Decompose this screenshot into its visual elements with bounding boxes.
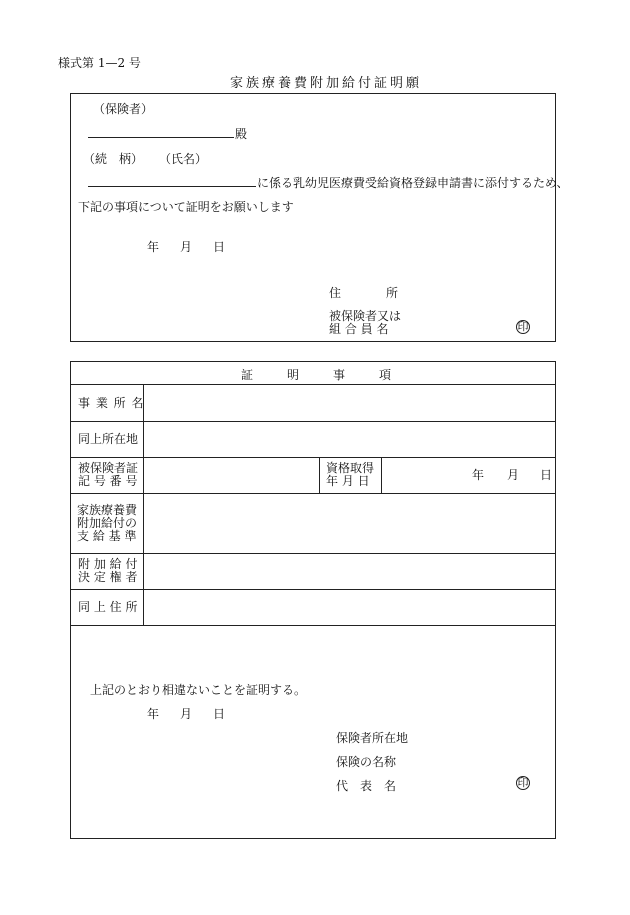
certificate-heading-3: 事: [333, 368, 346, 382]
date-column-divider: [381, 457, 382, 493]
insurer-name-label: 保険の名称: [336, 755, 397, 769]
office-address-label: 同上所在地: [78, 432, 139, 446]
standard-label-third: 支 給 基 準: [77, 529, 137, 543]
qualified-date-day: 日: [540, 468, 553, 482]
qualified-date-month: 月: [507, 468, 520, 482]
authority-label-first: 附 加 給 付: [78, 557, 138, 571]
address-label-first: 住: [329, 286, 342, 300]
applicant-label-second: 組 合 員 名: [329, 322, 389, 336]
purpose-line: に係る乳幼児医療費受給資格登録申請書に添付するため、: [257, 176, 569, 190]
request-date-year: 年: [147, 240, 160, 254]
authority-label-second: 決 定 権 者: [78, 570, 138, 584]
standard-label-first: 家族療養費: [77, 503, 138, 517]
card-number-label-second: 記 号 番 号: [78, 474, 138, 488]
relation-label: （続 柄）: [83, 152, 144, 166]
certificate-heading-1: 証: [241, 368, 254, 382]
request-line: 下記の事項について証明をお願いします: [78, 200, 294, 214]
request-date-month: 月: [180, 240, 193, 254]
row-divider: [71, 625, 555, 626]
form-title: 家族療養費附加給付証明願: [230, 76, 423, 91]
office-name-label: 事 業 所 名: [78, 396, 145, 410]
address-label-second: 所: [386, 286, 399, 300]
certificate-date-month: 月: [180, 707, 193, 721]
card-column-divider: [319, 457, 320, 493]
representative-seal-icon: 印: [517, 776, 529, 789]
certificate-heading-2: 明: [287, 368, 300, 382]
certificate-date-day: 日: [213, 707, 226, 721]
representative-label: 代 表 名: [336, 779, 397, 793]
certificate-section: [70, 361, 556, 839]
name-label: （氏名）: [159, 152, 208, 166]
authority-address-label: 同 上 住 所: [78, 600, 138, 614]
honorific-label: 殿: [235, 127, 248, 141]
certificate-heading-4: 項: [379, 368, 392, 382]
qualified-date-year: 年: [472, 468, 485, 482]
certificate-date-year: 年: [147, 707, 160, 721]
dependent-name-line[interactable]: [88, 186, 256, 187]
insurer-address-label: 保険者所在地: [336, 731, 409, 745]
request-section: [70, 93, 569, 342]
insurer-name-line[interactable]: [88, 137, 234, 138]
applicant-seal-icon: 印: [517, 320, 529, 333]
label-column-divider: [143, 384, 144, 625]
qualified-date-label-first: 資格取得: [326, 461, 375, 475]
applicant-label-first: 被保険者又は: [329, 309, 402, 323]
form-number: 様式第 1—2 号: [58, 56, 141, 70]
certificate-statement: 上記のとおり相違ないことを証明する。: [90, 683, 307, 697]
insurer-label: （保険者）: [93, 102, 154, 116]
qualified-date-label-second: 年 月 日: [326, 474, 370, 488]
card-number-label-first: 被保険者証: [78, 461, 139, 475]
request-date-day: 日: [213, 240, 226, 254]
standard-label-second: 附加給付の: [77, 516, 138, 530]
